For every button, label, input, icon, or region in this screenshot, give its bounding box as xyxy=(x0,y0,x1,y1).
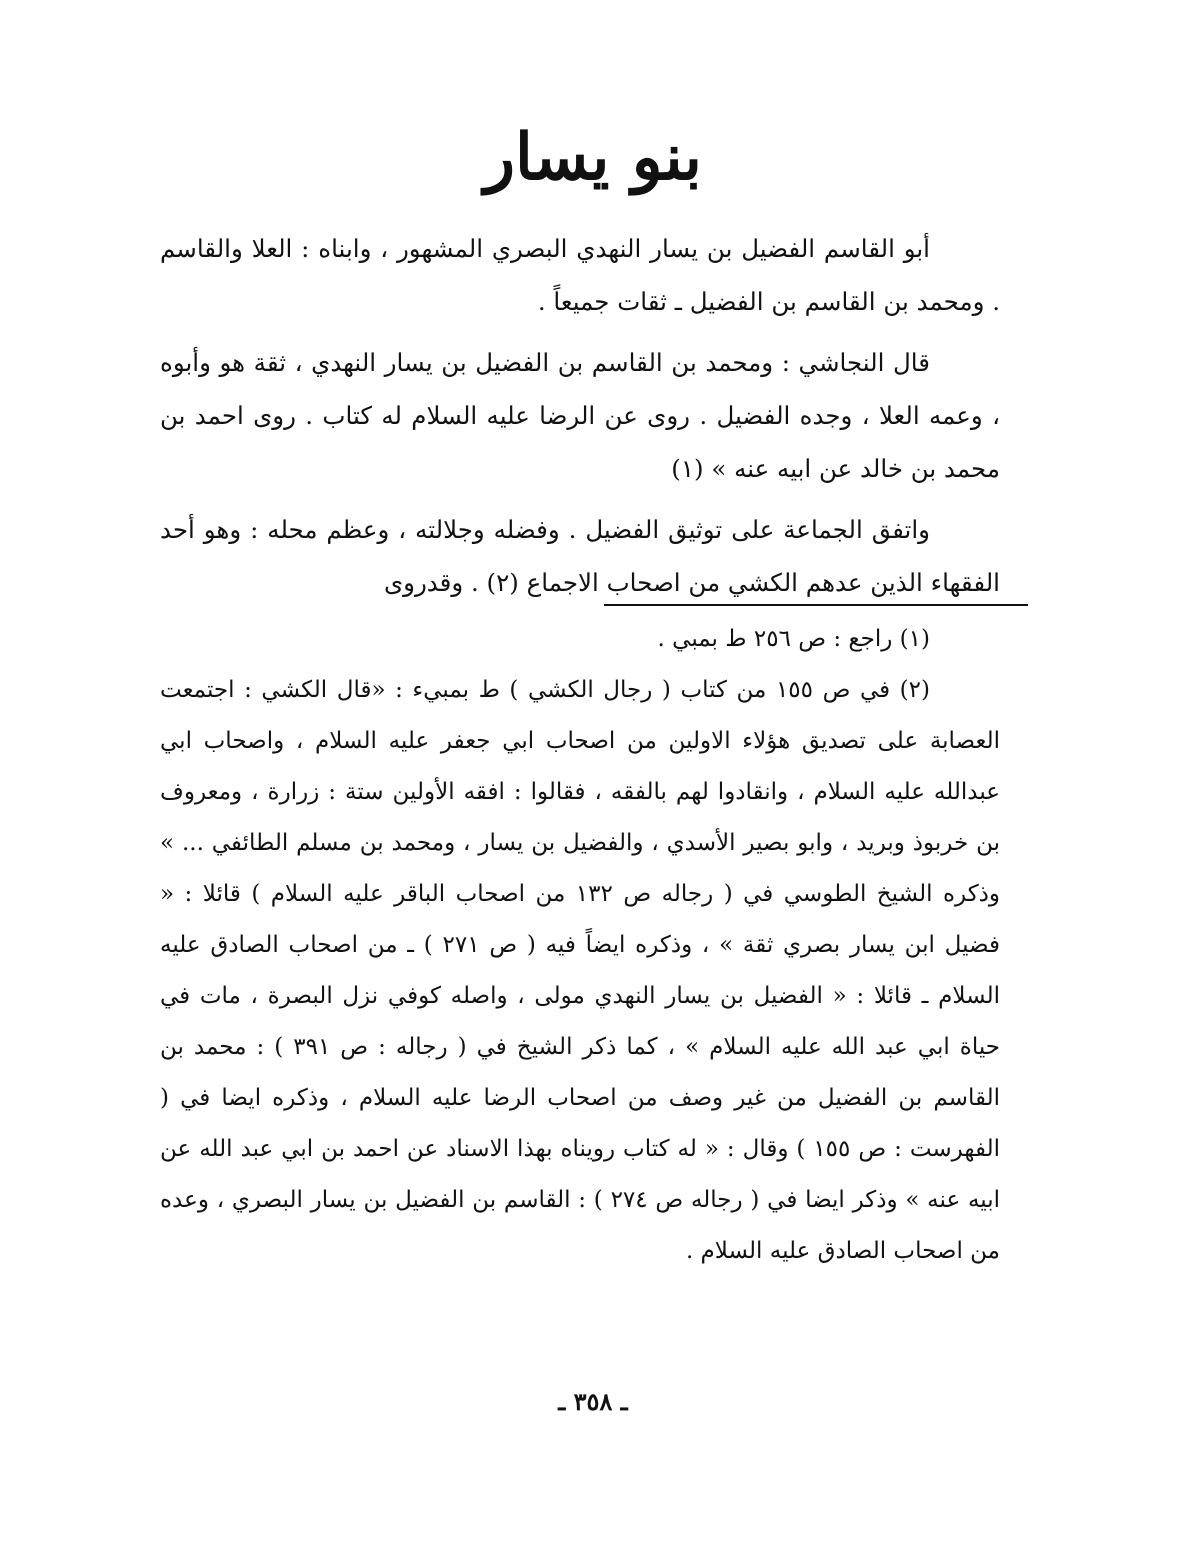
page-title: بنو يسار xyxy=(484,120,702,195)
paragraph-3: واتفق الجماعة على توثيق الفضيل . وفضله وجلالته ، وعظم محله : وهو أحد الفقهاء الذين عدهم الكشي من اصحاب الاجماع (٢) . وقدروى xyxy=(160,515,1000,597)
paragraph-2: قال النجاشي : ومحمد بن القاسم بن الفضيل بن يسار النهدي ، ثقة هو وأبوه ، وعمه العلا ، وجده الفضيل . روى عن الرضا عليه السلام له كتاب . روى احمد بن محمد بن خالد عن ابيه عنه » (١) xyxy=(160,348,1000,483)
main-text xyxy=(160,222,1000,609)
page-number: ـ ٣٥٨ ـ xyxy=(558,1387,628,1416)
paragraph-1: أبو القاسم الفضيل بن يسار النهدي البصري المشهور ، وابناه : العلا والقاسم . ومحمد بن القاسم بن الفضيل ـ ثقات جميعاً . xyxy=(160,234,1000,316)
footnotes xyxy=(160,614,1000,1277)
footnote-1: (١) راجع : ص ٢٥٦ ط بمبي . xyxy=(657,626,930,652)
footnote-divider xyxy=(604,604,1028,606)
footnote-2: (٢) في ص ١٥٥ من كتاب ( رجال الكشي ) ط بمبيء : «قال الكشي : اجتمعت العصابة على تصديق هؤلاء الاولين من اصحاب ابي جعفر عليه السلام ، واصحاب ابي عبدالله عليه السلام ، وانقادوا لهم بالفقه ، فقالوا : افقه الأولين ستة : زرارة ، ومعروف بن خربوذ وبريد ، وابو بصير الأسدي ، والفضيل بن يسار ، ومحمد بن مسلم الطائفي ... » وذكره الشيخ الطوسي في ( رجاله ص ١٣٢ من اصحاب الباقر عليه السلام ) قائلا : « فضيل ابن يسار بصري ثقة » ، وذكره ايضاً فيه ( ص ٢٧١ ) ـ من اصحاب الصادق عليه السلام ـ قائلا : « الفضيل بن يسار النهدي مولى ، واصله كوفي نزل البصرة ، مات في حياة ابي عبد الله عليه السلام » ، كما ذكر الشيخ في ( رجاله : ص ٣٩١ ) : محمد بن القاسم بن الفضيل من غير وصف من اصحاب الرضا عليه السلام ، وذكره ايضا في ( الفهرست : ص ١٥٥ ) وقال : « له كتاب رويناه بهذا الاسناد عن احمد بن ابي عبد الله عن ابيه عنه » وذكر ايضا في ( رجاله ص ٢٧٤ ) : القاسم بن الفضيل بن يسار البصري ، وعده من اصحاب الصادق عليه السلام . xyxy=(160,677,1001,1264)
